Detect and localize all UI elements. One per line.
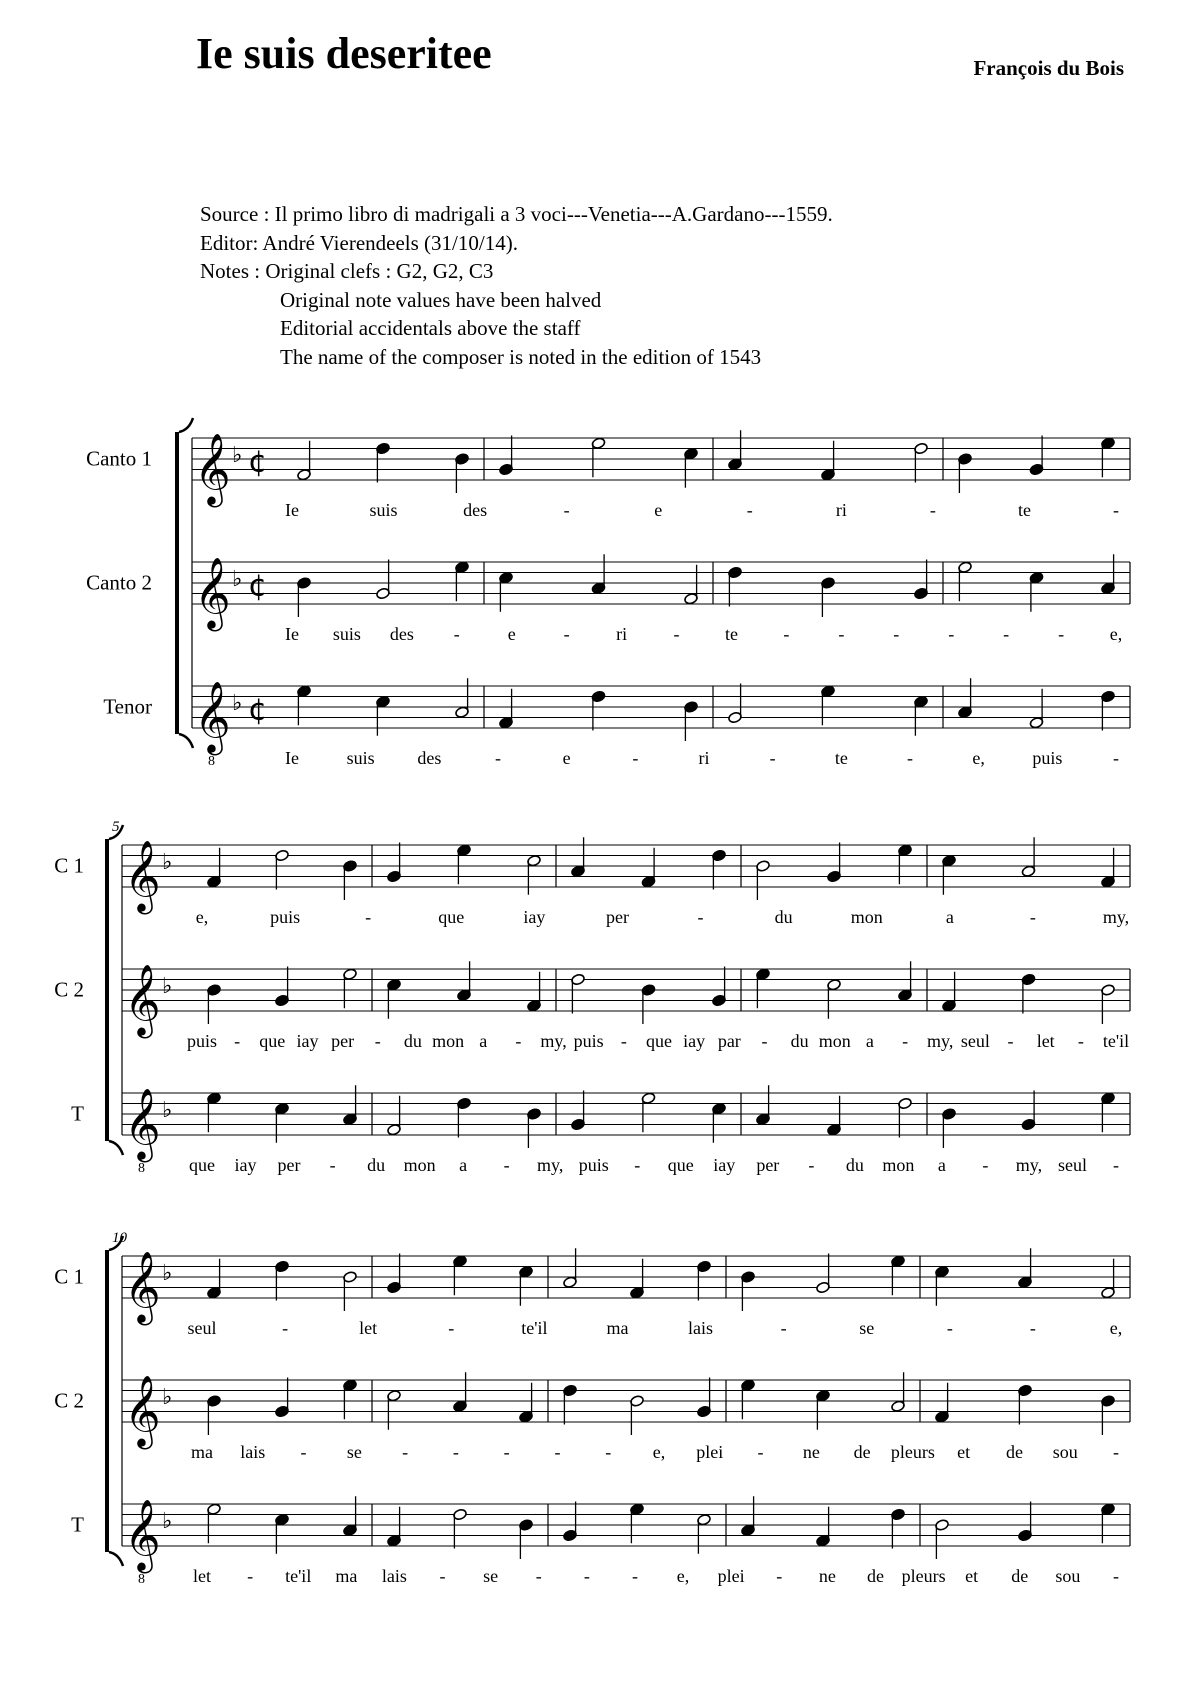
- lyric-syllable: -: [673, 624, 680, 644]
- lyric-syllable: -: [761, 1031, 768, 1051]
- lyric-syllable: de: [853, 1442, 871, 1462]
- voice-label: C 2: [54, 1388, 84, 1413]
- note-values-line: Original note values have been halved: [280, 287, 602, 312]
- lyric-syllable: puis: [578, 1155, 609, 1175]
- lyric-syllable: de: [1011, 1566, 1029, 1586]
- lyric-syllable: sou: [1055, 1566, 1081, 1586]
- voice-label: C 1: [54, 853, 84, 878]
- piece-title: Ie suis deseritee: [196, 29, 492, 78]
- lyric-syllable: puis: [573, 1031, 604, 1051]
- lyric-syllable: -: [808, 1155, 815, 1175]
- lyric-syllable: iay: [523, 907, 546, 927]
- lyric-syllable: des: [389, 624, 414, 644]
- flat-key-signature: ♭: [162, 1098, 173, 1124]
- lyric-syllable: -: [1003, 624, 1010, 644]
- system-bracket: [105, 839, 109, 1141]
- cut-time-signature: ¢: [248, 444, 268, 480]
- treble-clef-icon: 𝄞: [124, 1249, 161, 1323]
- lyric-syllable: te: [724, 624, 738, 644]
- lyric-syllable: plei: [717, 1566, 745, 1586]
- voice-label: T: [71, 1101, 84, 1126]
- lyric-syllable: -: [402, 1442, 409, 1462]
- measure-number: 5: [112, 819, 120, 835]
- lyric-syllable: puis: [186, 1031, 218, 1051]
- lyric-syllable: -: [746, 500, 753, 520]
- cut-time-signature: ¢: [248, 568, 268, 604]
- voice-label: Canto 1: [86, 446, 152, 471]
- lyric-syllable: -: [982, 1155, 989, 1175]
- octave-eight-mark: 8: [138, 1571, 145, 1587]
- lyric-syllable: per: [331, 1031, 355, 1051]
- lyric-syllable: e,: [676, 1566, 690, 1586]
- lyric-syllable: -: [907, 748, 913, 768]
- lyric-syllable: a: [945, 907, 954, 927]
- lyric-syllable: e,: [972, 748, 985, 768]
- lyric-syllable: -: [631, 1566, 638, 1586]
- voice-label: C 1: [54, 1264, 84, 1289]
- lyric-syllable: my,: [1102, 907, 1130, 927]
- lyric-syllable: -: [453, 624, 460, 644]
- lyric-syllable: -: [783, 624, 790, 644]
- lyric-syllable: a: [865, 1031, 874, 1051]
- lyric-syllable: -: [929, 500, 936, 520]
- lyric-syllable: -: [515, 1031, 522, 1051]
- lyric-syllable: let: [359, 1318, 378, 1338]
- lyric-syllable: -: [365, 907, 372, 927]
- lyric-syllable: -: [439, 1566, 446, 1586]
- lyric-syllable: -: [697, 907, 704, 927]
- editor-line: Editor: André Vierendeels (31/10/14).: [200, 230, 518, 255]
- lyric-syllable: suis: [346, 748, 375, 768]
- lyric-syllable: -: [1007, 1031, 1014, 1051]
- lyric-syllable: puis: [270, 907, 301, 927]
- lyric-syllable: let: [193, 1566, 211, 1586]
- lyric-syllable: ne: [802, 1442, 820, 1462]
- lyric-syllable: -: [769, 748, 776, 768]
- lyric-syllable: -: [495, 748, 501, 768]
- lyric-syllable: ri: [616, 624, 628, 644]
- lyric-syllable: a: [937, 1155, 946, 1175]
- lyric-syllable: mon: [818, 1031, 851, 1051]
- lyric-syllable: que: [438, 907, 465, 927]
- lyric-syllable: -: [780, 1318, 787, 1338]
- lyric-syllable: -: [632, 748, 639, 768]
- lyric-syllable: te: [1017, 500, 1031, 520]
- flat-key-signature: ♭: [162, 974, 173, 1000]
- lyric-syllable: iay: [234, 1155, 257, 1175]
- lyric-syllable: se: [859, 1318, 875, 1338]
- voice-label: Canto 2: [86, 570, 152, 595]
- lyric-syllable: Ie: [285, 748, 299, 768]
- lyric-syllable: -: [776, 1566, 783, 1586]
- treble-clef-icon: 𝄞: [194, 431, 231, 505]
- lyric-syllable: iay: [296, 1031, 319, 1051]
- lyric-syllable: ri: [835, 500, 847, 520]
- lyric-syllable: -: [247, 1566, 254, 1586]
- lyric-syllable: -: [948, 624, 955, 644]
- bracket-bottom-hook: [109, 1141, 123, 1155]
- lyric-syllable: suis: [332, 624, 361, 644]
- lyric-syllable: -: [282, 1318, 289, 1338]
- lyric-syllable: -: [448, 1318, 455, 1338]
- lyric-syllable: mon: [403, 1155, 436, 1175]
- lyric-syllable: my,: [927, 1031, 954, 1051]
- lyric-syllable: -: [946, 1318, 953, 1338]
- lyric-syllable: -: [374, 1031, 381, 1051]
- lyric-syllable: my,: [537, 1155, 564, 1175]
- treble-clef-icon: 𝄞: [194, 555, 231, 629]
- notes-clefs-line: Notes : Original clefs : G2, G2, C3: [200, 259, 494, 283]
- composer-name: François du Bois: [973, 56, 1124, 80]
- system-bracket: [175, 432, 179, 734]
- lyric-syllable: -: [563, 500, 570, 520]
- lyric-syllable: lais: [240, 1442, 266, 1462]
- treble-clef-icon: 𝄞: [124, 1086, 161, 1160]
- lyric-syllable: e,: [1109, 624, 1123, 644]
- lyric-syllable: -: [620, 1031, 627, 1051]
- lyric-syllable: ne: [818, 1566, 836, 1586]
- lyric-syllable: -: [329, 1155, 336, 1175]
- lyric-syllable: puis: [1032, 748, 1063, 768]
- treble-clef-icon: 𝄞: [124, 1497, 161, 1571]
- lyric-syllable: -: [583, 1566, 590, 1586]
- treble-clef-icon: 𝄞: [194, 679, 231, 753]
- lyric-syllable: et: [957, 1442, 971, 1462]
- lyric-syllable: seul: [960, 1031, 990, 1051]
- system-bracket: [105, 1250, 109, 1552]
- lyric-syllable: que: [189, 1155, 215, 1175]
- lyric-syllable: e: [507, 624, 516, 644]
- flat-key-signature: ♭: [162, 850, 173, 876]
- lyric-syllable: -: [838, 624, 845, 644]
- lyric-syllable: -: [1058, 624, 1065, 644]
- lyric-syllable: -: [1113, 748, 1119, 768]
- lyric-syllable: suis: [369, 500, 398, 520]
- lyric-syllable: du: [774, 907, 793, 927]
- lyric-syllable: -: [554, 1442, 561, 1462]
- flat-key-signature: ♭: [232, 691, 243, 717]
- octave-eight-mark: 8: [138, 1160, 145, 1176]
- lyric-syllable: e: [654, 500, 663, 520]
- lyric-syllable: ma: [335, 1566, 358, 1586]
- lyric-syllable: te'il: [285, 1566, 312, 1586]
- lyric-syllable: -: [1029, 1318, 1036, 1338]
- lyric-syllable: de: [866, 1566, 884, 1586]
- lyric-syllable: -: [234, 1031, 241, 1051]
- lyric-syllable: Ie: [285, 624, 299, 644]
- lyric-syllable: -: [893, 624, 900, 644]
- flat-key-signature: ♭: [162, 1261, 173, 1287]
- voice-label: T: [71, 1512, 84, 1537]
- flat-key-signature: ♭: [162, 1385, 173, 1411]
- voice-label: C 2: [54, 977, 84, 1002]
- lyric-syllable: a: [459, 1155, 468, 1175]
- lyric-syllable: -: [1113, 1155, 1119, 1175]
- lyric-syllable: du: [790, 1031, 809, 1051]
- voice-label: Tenor: [103, 694, 152, 719]
- lyric-syllable: iay: [713, 1155, 736, 1175]
- lyric-syllable: -: [605, 1442, 612, 1462]
- lyric-syllable: my,: [540, 1031, 567, 1051]
- lyric-syllable: mon: [850, 907, 883, 927]
- source-line: Source : Il primo libro di madrigali a 3 voci---Venetia---A.Gardano---1559.: [200, 202, 833, 226]
- lyric-syllable: -: [1113, 500, 1119, 520]
- lyric-syllable: de: [1005, 1442, 1023, 1462]
- lyric-syllable: seul: [1057, 1155, 1087, 1175]
- flat-key-signature: ♭: [232, 567, 243, 593]
- lyric-syllable: des: [417, 748, 442, 768]
- lyric-syllable: par: [717, 1031, 741, 1051]
- bracket-bottom-hook: [109, 1552, 123, 1566]
- lyric-syllable: per: [756, 1155, 780, 1175]
- lyric-syllable: se: [483, 1566, 499, 1586]
- lyric-syllable: du: [403, 1031, 422, 1051]
- lyric-syllable: mon: [432, 1031, 465, 1051]
- lyric-syllable: per: [605, 907, 629, 927]
- lyric-syllable: te'il: [1102, 1031, 1130, 1051]
- lyric-syllable: du: [367, 1155, 386, 1175]
- lyric-syllable: lais: [688, 1318, 714, 1338]
- lyric-syllable: ma: [191, 1442, 213, 1462]
- lyric-syllable: -: [503, 1155, 510, 1175]
- lyric-syllable: -: [1077, 1031, 1084, 1051]
- lyric-syllable: Ie: [285, 500, 299, 520]
- lyric-syllable: per: [277, 1155, 301, 1175]
- lyric-syllable: que: [259, 1031, 286, 1051]
- lyric-syllable: my,: [1015, 1155, 1043, 1175]
- bracket-top-hook: [179, 418, 193, 432]
- composer-edition-line: The name of the composer is noted in the edition of 1543: [280, 344, 762, 369]
- lyric-syllable: e,: [1109, 1318, 1123, 1338]
- flat-key-signature: ♭: [162, 1509, 173, 1535]
- lyric-syllable: que: [646, 1031, 672, 1051]
- lyric-syllable: e: [562, 748, 571, 768]
- lyric-syllable: -: [902, 1031, 909, 1051]
- lyric-syllable: a: [479, 1031, 488, 1051]
- lyric-syllable: du: [845, 1155, 864, 1175]
- measure-number: 10: [112, 1230, 127, 1246]
- lyric-syllable: -: [1113, 1442, 1119, 1462]
- lyric-syllable: pleurs: [901, 1566, 946, 1586]
- lyric-syllable: que: [667, 1155, 694, 1175]
- lyric-syllable: -: [757, 1442, 764, 1462]
- lyric-syllable: -: [452, 1442, 459, 1462]
- lyric-syllable: ma: [606, 1318, 629, 1338]
- lyric-syllable: -: [503, 1442, 510, 1462]
- treble-clef-icon: 𝄞: [124, 1373, 161, 1447]
- bracket-bottom-hook: [179, 734, 193, 748]
- lyric-syllable: se: [346, 1442, 362, 1462]
- lyric-syllable: -: [563, 624, 570, 644]
- lyric-syllable: e,: [652, 1442, 666, 1462]
- lyric-syllable: te'il: [521, 1318, 548, 1338]
- lyric-syllable: e,: [195, 907, 209, 927]
- lyric-syllable: mon: [882, 1155, 915, 1175]
- flat-key-signature: ♭: [232, 443, 243, 469]
- treble-clef-icon: 𝄞: [124, 838, 161, 912]
- treble-clef-icon: 𝄞: [124, 962, 161, 1036]
- lyric-syllable: -: [634, 1155, 641, 1175]
- lyric-syllable: sou: [1052, 1442, 1078, 1462]
- lyric-syllable: et: [965, 1566, 979, 1586]
- lyric-syllable: des: [463, 500, 488, 520]
- accidentals-line: Editorial accidentals above the staff: [280, 316, 581, 340]
- lyric-syllable: te: [834, 748, 848, 768]
- lyric-syllable: iay: [683, 1031, 706, 1051]
- cut-time-signature: ¢: [248, 692, 268, 728]
- lyric-syllable: seul: [187, 1318, 217, 1338]
- lyric-syllable: -: [1113, 1566, 1119, 1586]
- lyric-syllable: ri: [698, 748, 710, 768]
- lyric-syllable: -: [300, 1442, 307, 1462]
- octave-eight-mark: 8: [208, 753, 215, 769]
- lyric-syllable: -: [535, 1566, 542, 1586]
- lyric-syllable: pleurs: [890, 1442, 935, 1462]
- lyric-syllable: lais: [381, 1566, 407, 1586]
- lyric-syllable: -: [1029, 907, 1036, 927]
- lyric-syllable: plei: [696, 1442, 724, 1462]
- lyric-syllable: let: [1036, 1031, 1055, 1051]
